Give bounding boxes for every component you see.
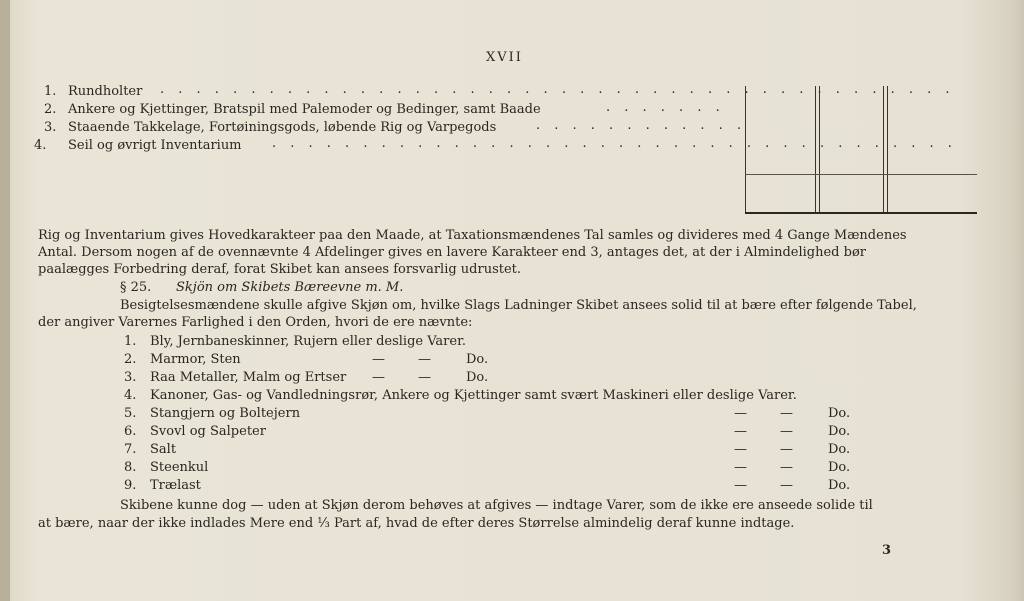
cargo-number: 9. bbox=[124, 478, 137, 493]
cargo-name: Kanoner, Gas- og Vandledningsrør, Ankere og Kjettinger samt svært Maskineri eller deslige Varer. bbox=[150, 388, 797, 403]
cargo-dash: — bbox=[734, 406, 747, 421]
cargo-dash: — bbox=[734, 442, 747, 457]
cargo-ditto: Do. bbox=[828, 406, 851, 421]
grid-rule bbox=[745, 86, 746, 214]
dot-leader: . . . . . . . . . . . . bbox=[536, 118, 747, 133]
cargo-ditto: Do. bbox=[828, 460, 851, 475]
dot-leader: . . . . . . . . . . . . . . . . . . . . . . . . . . . . . . . . . . . . . . bbox=[272, 136, 957, 151]
list-item-text: Seil og øvrigt Inventarium bbox=[68, 138, 242, 153]
cargo-number: 7. bbox=[124, 442, 137, 457]
cargo-dash: — bbox=[372, 352, 385, 367]
cargo-dash: — bbox=[780, 460, 793, 475]
dot-leader: . . . . . . . . . . . . . . . . . . . . . . . . . . . . . . . . . . . . . . . . . . . . bbox=[160, 82, 955, 97]
dot-leader: . . . . . . . bbox=[606, 100, 725, 115]
page-number: 3 bbox=[882, 543, 892, 558]
cargo-number: 3. bbox=[124, 370, 137, 385]
paragraph-line: Antal. Dersom nogen af de ovennævnte 4 Afdelinger gives en lavere Karakteer end 3, antages det, at der i Almindelighed bør bbox=[38, 245, 866, 260]
paragraph-line: paalægges Forbedring deraf, forat Skibet kan ansees forsvarlig udrustet. bbox=[38, 262, 522, 277]
list-item-text: Rundholter bbox=[68, 84, 143, 99]
cargo-number: 2. bbox=[124, 352, 137, 367]
cargo-dash: — bbox=[418, 352, 431, 367]
paragraph-line: Besigtelsesmændene skulle afgive Skjøn om, hvilke Slags Ladninger Skibet ansees solid til at bære efter følgende Tabel, bbox=[120, 298, 917, 313]
cargo-ditto: Do. bbox=[828, 478, 851, 493]
cargo-ditto: Do. bbox=[828, 424, 851, 439]
paragraph-line: der angiver Varernes Farlighed i den Orden, hvori de ere nævnte: bbox=[38, 315, 473, 330]
rating-grid bbox=[745, 86, 977, 214]
cargo-number: 6. bbox=[124, 424, 137, 439]
grid-rule bbox=[819, 86, 820, 214]
list-item-number: 4. bbox=[34, 138, 47, 153]
paragraph-line: Rig og Inventarium gives Hovedkarakteer paa den Maade, at Taxationsmændenes Tal samles og divideres med 4 Gange Mændenes bbox=[38, 228, 907, 243]
list-item-number: 1. bbox=[44, 84, 57, 99]
list-item-number: 2. bbox=[44, 102, 57, 117]
cargo-name: Steenkul bbox=[150, 460, 209, 475]
list-item-text: Staaende Takkelage, Fortøiningsgods, løbende Rig og Varpegods bbox=[68, 120, 497, 135]
cargo-name: Marmor, Sten bbox=[150, 352, 241, 367]
grid-rule bbox=[815, 86, 816, 214]
cargo-ditto: Do. bbox=[466, 370, 489, 385]
cargo-name: Bly, Jernbaneskinner, Rujern eller deslige Varer. bbox=[150, 334, 466, 349]
cargo-dash: — bbox=[372, 370, 385, 385]
cargo-number: 8. bbox=[124, 460, 137, 475]
list-item-text: Ankere og Kjettinger, Bratspil med Palemoder og Bedinger, samt Baade bbox=[68, 102, 541, 117]
cargo-dash: — bbox=[418, 370, 431, 385]
section-title: Skjön om Skibets Bæreevne m. M. bbox=[176, 280, 404, 295]
cargo-number: 5. bbox=[124, 406, 137, 421]
grid-rule bbox=[745, 212, 977, 214]
cargo-dash: — bbox=[734, 460, 747, 475]
cargo-name: Stangjern og Boltejern bbox=[150, 406, 301, 421]
cargo-dash: — bbox=[734, 478, 747, 493]
paragraph-line: at bære, naar der ikke indlades Mere end ⅓ Part af, hvad de efter deres Størrelse almindelig deraf kunne indtage. bbox=[38, 516, 795, 531]
cargo-number: 1. bbox=[124, 334, 137, 349]
paragraph-line: Skibene kunne dog — uden at Skjøn derom behøves at afgives — indtage Varer, som de ikke ere anseede solide til bbox=[120, 498, 873, 513]
cargo-ditto: Do. bbox=[466, 352, 489, 367]
cargo-name: Trælast bbox=[150, 478, 201, 493]
grid-rule bbox=[887, 86, 888, 214]
page-header: XVII bbox=[486, 50, 523, 65]
cargo-name: Salt bbox=[150, 442, 177, 457]
cargo-dash: — bbox=[780, 424, 793, 439]
cargo-name: Svovl og Salpeter bbox=[150, 424, 266, 439]
cargo-dash: — bbox=[780, 478, 793, 493]
cargo-dash: — bbox=[780, 406, 793, 421]
binding-edge bbox=[0, 0, 10, 601]
cargo-ditto: Do. bbox=[828, 442, 851, 457]
cargo-name: Raa Metaller, Malm og Ertser bbox=[150, 370, 347, 385]
grid-rule bbox=[745, 174, 977, 175]
cargo-dash: — bbox=[734, 424, 747, 439]
cargo-dash: — bbox=[780, 442, 793, 457]
cargo-number: 4. bbox=[124, 388, 137, 403]
section-number: § 25. bbox=[120, 280, 152, 295]
list-item-number: 3. bbox=[44, 120, 57, 135]
grid-rule bbox=[883, 86, 884, 214]
